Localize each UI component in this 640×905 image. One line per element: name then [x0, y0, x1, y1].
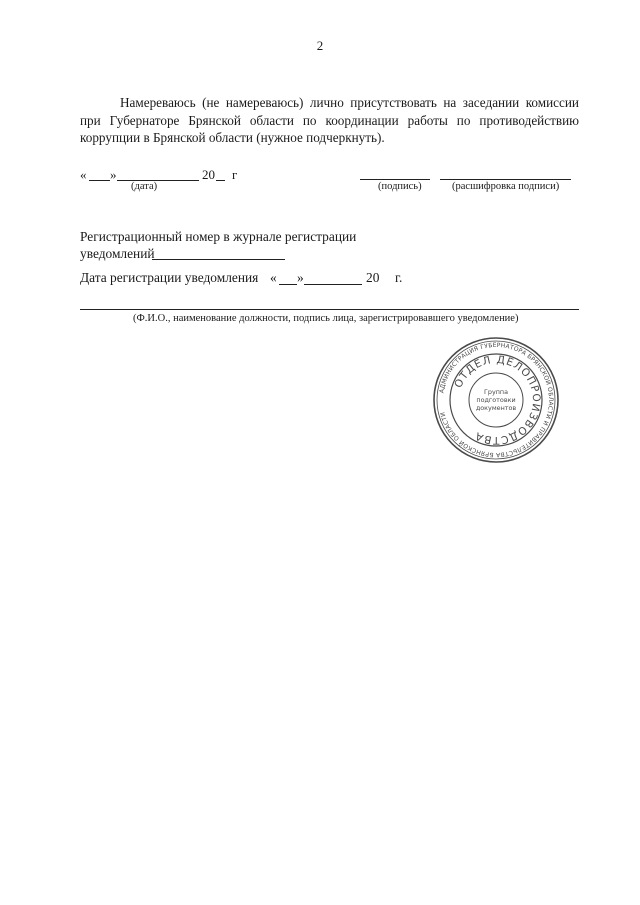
registrar-signature-line: [80, 309, 579, 310]
official-stamp: [432, 336, 560, 464]
signature-blank: [360, 179, 430, 180]
stamp-ring-text: АДМИНИСТРАЦИЯ ГУБЕРНАТОРА БРЯНСКОЙ ОБЛАСТИ И ПРАВИТЕЛЬСТВА БРЯНСКОЙ ОБЛАСТИ: [438, 341, 555, 459]
signature-caption: (подпись): [378, 181, 422, 192]
registration-day-blank: [279, 284, 297, 285]
date-caption: (дата): [131, 181, 158, 192]
day-blank: [89, 180, 110, 181]
registration-month-blank: [304, 284, 362, 285]
stamp-center-line2: подготовки: [476, 396, 516, 404]
registration-date-close-quote: »: [297, 270, 304, 285]
stamp-center-line1: Группа: [483, 388, 509, 396]
registration-number-blank: [152, 259, 285, 260]
registration-date-label: Дата регистрации уведомления: [80, 270, 259, 285]
registration-year-suffix: г.: [395, 270, 403, 285]
registration-number-label: Регистрационный номер в журнале регистрации: [80, 229, 357, 244]
stamp-center-line3: документов: [475, 404, 517, 412]
registration-year-prefix: 20: [366, 270, 380, 285]
page-number: 2: [316, 38, 324, 53]
date-close-quote: »: [110, 167, 117, 182]
intent-paragraph: Намереваюсь (не намереваюсь) лично присутствовать на заседании комиссии при Губернаторе Брянской области по координации работы по противодействию коррупции в Брянской области (нужное подчеркнуть).: [80, 95, 579, 145]
decoding-blank: [440, 179, 571, 180]
month-blank: [117, 180, 199, 181]
registration-date-open-quote: «: [270, 270, 277, 285]
year-prefix: 20: [202, 167, 215, 182]
year-suffix: г: [232, 167, 238, 182]
registrar-caption: (Ф.И.О., наименование должности, подпись лица, зарегистрировавшего уведомление): [133, 313, 519, 324]
stamp-arc-text: ОТДЕЛ ДЕЛОПРОИЗВОДСТВА: [452, 353, 543, 447]
year-blank: [216, 180, 225, 181]
decoding-caption: (расшифровка подписи): [452, 181, 560, 192]
registration-number-label-cont: уведомлений: [80, 246, 155, 261]
stamp-graphic: [432, 336, 560, 464]
date-open-quote: «: [80, 167, 87, 182]
